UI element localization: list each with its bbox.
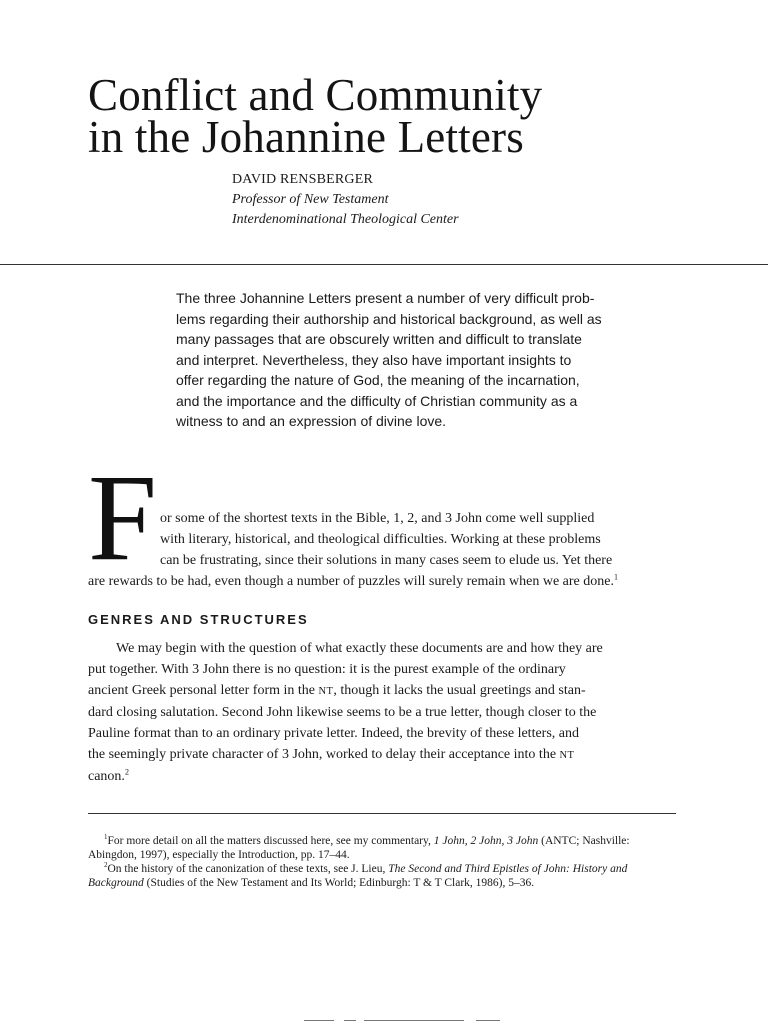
nt-abbreviation: NT bbox=[559, 750, 575, 761]
byline bbox=[232, 170, 459, 230]
footnote-title: The Second and Third Epistles of John: History and Background bbox=[88, 863, 628, 889]
footnote-text: (ANTC; Nashville: Abingdon, 1997), especially the Introduction, pp. 17–44. bbox=[88, 835, 630, 861]
body-line: We may begin with the question of what exactly these documents are and how they are bbox=[116, 641, 603, 656]
page-bottom-marks bbox=[304, 1020, 504, 1022]
nt-abbreviation: NT bbox=[318, 686, 334, 697]
body-paragraph bbox=[88, 638, 676, 787]
bottom-mark bbox=[364, 1020, 464, 1021]
intro-line: or some of the shortest texts in the Bible, 1, 2, and 3 John come well supplied bbox=[160, 511, 595, 526]
header-divider bbox=[0, 264, 768, 265]
drop-cap: F bbox=[88, 449, 157, 586]
intro-line: with literary, historical, and theological difficulties. Working at these problems bbox=[160, 532, 601, 547]
footnote-ref-2[interactable]: 2 bbox=[124, 767, 129, 777]
section-heading: GENRES AND STRUCTURES bbox=[88, 612, 309, 627]
author-institution: Interdenominational Theological Center bbox=[232, 212, 459, 227]
abstract-line: many passages that are obscurely written and difficult to translate bbox=[176, 331, 582, 347]
bottom-mark bbox=[476, 1020, 500, 1021]
body-line-text: canon. bbox=[88, 769, 125, 784]
abstract-line: witness to and an expression of divine love. bbox=[176, 413, 447, 429]
footnote-text: For more detail on all the matters discussed here, see my commentary, bbox=[107, 835, 434, 847]
footnote-1 bbox=[88, 834, 680, 862]
body-line-text: the seemingly private character of 3 John, worked to delay their acceptance into the bbox=[88, 747, 560, 762]
footnote-text: On the history of the canonization of these texts, see J. Lieu, bbox=[107, 863, 389, 875]
bottom-mark bbox=[344, 1020, 356, 1021]
title-line-2: in the Johannine Letters bbox=[88, 112, 524, 162]
abstract-line: lems regarding their authorship and historical background, as well as bbox=[176, 310, 602, 327]
body-line bbox=[88, 680, 676, 702]
footnote-mark: 1 bbox=[104, 833, 108, 842]
footnote-title: 1 John, 2 John, 3 John bbox=[433, 835, 539, 847]
footnote-text: (Studies of the New Testament and Its World; Edinburgh: T & T Clark, 1986), 5–36. bbox=[143, 877, 535, 889]
intro-line-text: are rewards to be had, even though a number of puzzles will surely remain when we are done. bbox=[88, 574, 614, 589]
abstract-line: offer regarding the nature of God, the meaning of the incarnation, bbox=[176, 372, 580, 388]
abstract bbox=[176, 288, 676, 432]
intro-paragraph bbox=[88, 508, 676, 592]
abstract-line: and the importance and the difficulty of Christian community as a bbox=[176, 392, 578, 409]
body-line bbox=[88, 744, 676, 766]
footnote-mark: 2 bbox=[104, 861, 108, 870]
body-line bbox=[88, 766, 676, 787]
bottom-mark bbox=[304, 1020, 334, 1021]
author-role: Professor of New Testament bbox=[232, 192, 389, 207]
body-line: dard closing salutation. Second John likewise seems to be a true letter, though closer to the bbox=[88, 705, 597, 720]
body-line: put together. With 3 John there is no question: it is the purest example of the ordinary bbox=[88, 662, 566, 677]
body-line-text: ancient Greek personal letter form in the bbox=[88, 683, 319, 698]
abstract-line: The three Johannine Letters present a number of very difficult prob- bbox=[176, 290, 595, 306]
article-title bbox=[88, 70, 543, 162]
title-line-1: Conflict and Community bbox=[88, 70, 543, 120]
intro-line bbox=[88, 571, 676, 592]
footnote-divider bbox=[88, 813, 676, 814]
footnote-ref-1[interactable]: 1 bbox=[613, 572, 618, 582]
abstract-line: and interpret. Nevertheless, they also have important insights to bbox=[176, 351, 572, 368]
body-line: Pauline format than to an ordinary private letter. Indeed, the brevity of these letters, and bbox=[88, 726, 579, 741]
body-line-text: , though it lacks the usual greetings and stan- bbox=[333, 683, 586, 698]
author-name: DAVID RENSBERGER bbox=[232, 172, 374, 187]
footnote-2 bbox=[88, 862, 680, 890]
intro-line: can be frustrating, since their solutions in many cases seem to elude us. Yet there bbox=[160, 553, 613, 568]
footnotes bbox=[88, 834, 680, 890]
